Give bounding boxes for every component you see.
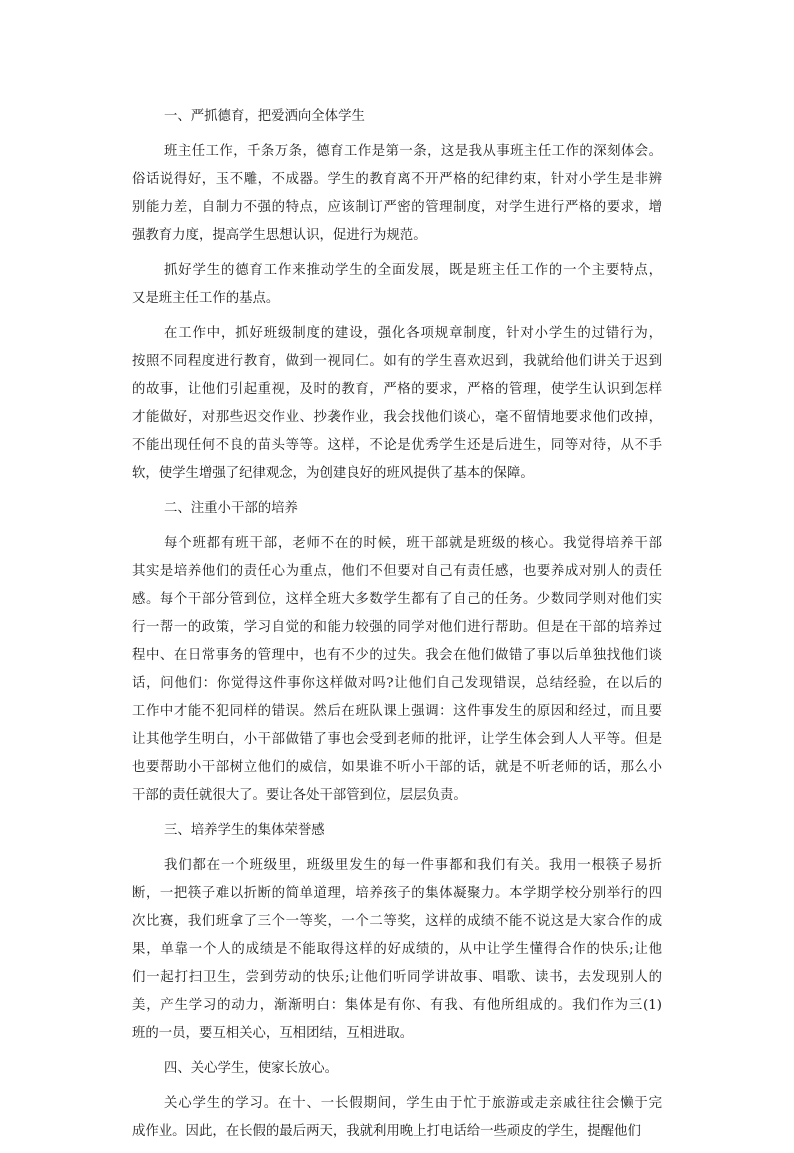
text-line: 程中、在日常事务的管理中，也有不少的过失。我会在他们做错了事以后单独找他们谈 [132, 648, 662, 663]
section-heading: 一、严抓德育，把爱洒向全体学生 [164, 109, 365, 124]
paragraph [132, 320, 662, 488]
text-line: 话，问他们：你觉得这件事你这样做对吗?让他们自己发现错误，总结经验，在以后的 [132, 676, 662, 691]
text-line: 班的一员，要互相关心，互相团结，互相进取。 [132, 1026, 414, 1041]
text-line: 成作业。因此，在长假的最后两天，我就利用晚上打电话给一些顽皮的学生，提醒他们 [132, 1124, 641, 1139]
text-line: 抓好学生的德育工作来推动学生的全面发展，既是班主任工作的一个主要特点， [164, 263, 662, 278]
text-line: 们一起打扫卫生，尝到劳动的快乐;让他们听同学讲故事、唱歌、读书，去发现别人的 [132, 970, 662, 985]
text-line: 在工作中，抓好班级制度的建设，强化各项规章制度，针对小学生的过错行为， [164, 326, 662, 341]
text-line: 软，使学生增强了纪律观念，为创建良好的班风提供了基本的保障。 [132, 466, 534, 481]
text-line: 又是班主任工作的基点。 [132, 291, 280, 306]
section-heading: 四、关心学生，使家长放心。 [164, 1061, 339, 1076]
paragraph [132, 852, 662, 1048]
text-line: 班主任工作，千条万条，德育工作是第一条，这是我从事班主任工作的深刻体会。 [164, 144, 662, 159]
paragraph [132, 138, 662, 250]
text-line: 断，一把筷子难以折断的简单道理，培养孩子的集体凝聚力。本学期学校分别举行的四 [132, 886, 662, 901]
text-line: 感。每个干部分管到位，这样全班大多数学生都有了自己的任务。少数同学则对他们实 [132, 592, 662, 607]
text-line: 我们都在一个班级里，班级里发生的每一件事都和我们有关。我用一根筷子易折 [164, 858, 662, 873]
text-line: 才能做好，对那些迟交作业、抄袭作业，我会找他们谈心，毫不留情地要求他们改掉， [132, 410, 662, 425]
text-line: 行一帮一的政策，学习自觉的和能力较强的同学对他们进行帮助。但是在干部的培养过 [132, 620, 662, 635]
text-line: 强教育力度，提高学生思想认识，促进行为规范。 [132, 228, 427, 243]
text-line: 的故事，让他们引起重视，及时的教育，严格的要求，严格的管理，使学生认识到怎样 [132, 382, 662, 397]
section-heading: 二、注重小干部的培养 [164, 501, 298, 516]
text-line: 不能出现任何不良的苗头等等。这样，不论是优秀学生还是后进生，同等对待，从不手 [132, 438, 662, 453]
text-line: 其实是培养他们的责任心为重点，他们不但要对自己有责任感，也要养成对别人的责任 [132, 564, 662, 579]
text-line: 按照不同程度进行教育，做到一视同仁。如有的学生喜欢迟到，我就给他们讲关于迟到 [132, 354, 662, 369]
text-line: 也要帮助小干部树立他们的威信，如果谁不听小干部的话，就是不听老师的话，那么小 [132, 760, 662, 775]
text-line: 干部的责任就很大了。要让各处干部管到位，层层负责。 [132, 788, 467, 803]
document-body [132, 103, 662, 1153]
paragraph [132, 257, 662, 313]
text-line: 果，单靠一个人的成绩是不能取得这样的好成绩的，从中让学生懂得合作的快乐;让他 [132, 942, 662, 957]
section-heading: 三、培养学生的集体荣誉感 [164, 823, 325, 838]
text-line: 工作中才能不犯同样的错误。然后在班队课上强调：这件事发生的原因和经过，而且要 [132, 704, 662, 719]
text-line: 每个班都有班干部，老师不在的时候，班干部就是班级的核心。我觉得培养干部 [164, 536, 662, 551]
text-line: 俗话说得好，玉不雕，不成器。学生的教育离不开严格的纪律约束，针对小学生是非辨 [132, 172, 662, 187]
paragraph [132, 1090, 662, 1146]
text-line: 别能力差，自制力不强的特点，应该制订严密的管理制度，对学生进行严格的要求，增 [132, 200, 662, 215]
text-line: 让其他学生明白，小干部做错了事也会受到老师的批评，让学生体会到人人平等。但是 [132, 732, 662, 747]
text-line: 次比赛，我们班拿了三个一等奖，一个二等奖，这样的成绩不能不说这是大家合作的成 [132, 914, 662, 929]
text-line: 美，产生学习的动力，渐渐明白：集体是有你、有我、有他所组成的。我们作为三(1) [132, 998, 662, 1013]
paragraph [132, 530, 662, 810]
text-line: 关心学生的学习。在十、一长假期间，学生由于忙于旅游或走亲戚往往会懒于完 [164, 1096, 662, 1111]
